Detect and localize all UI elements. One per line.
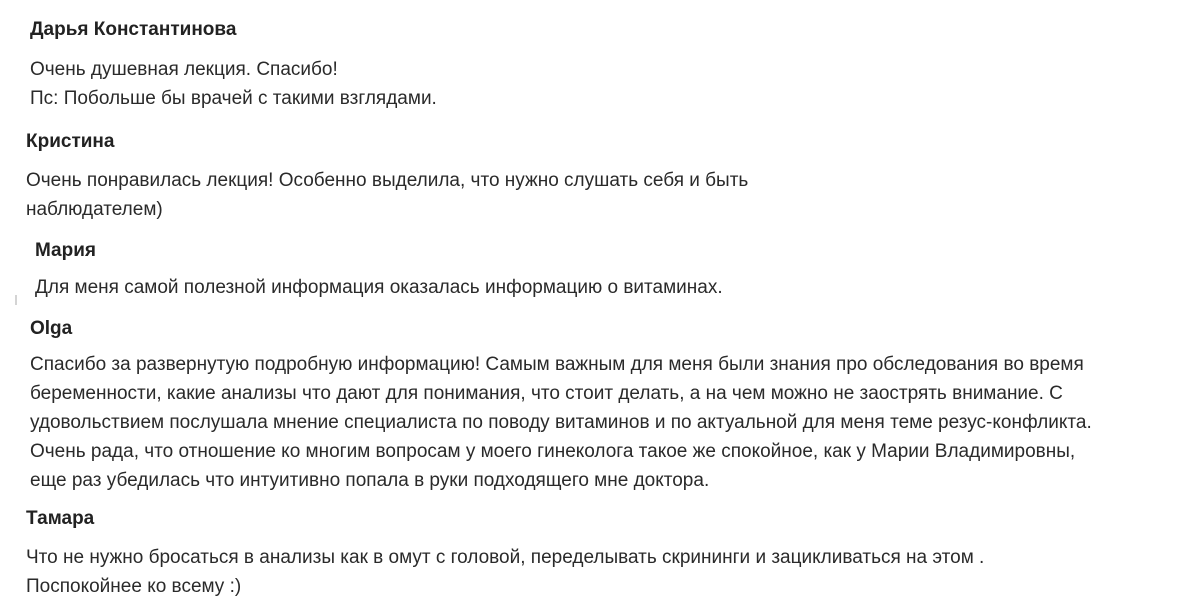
review-text-line: удовольствием послушала мнение специалиста по поводу витаминов и по актуальной для меня теме резус-конфликта. [30, 412, 1092, 433]
review-text [30, 55, 1170, 113]
review-author: Тамара [26, 508, 95, 529]
review-author: Дарья Константинова [30, 19, 237, 40]
review-item [0, 130, 1170, 224]
review-text-line: Спасибо за развернутую подробную информацию! Самым важным для меня были знания про обследования во время [30, 354, 1084, 375]
review-text-line: наблюдателем) [26, 199, 163, 220]
review-text-line: Очень понравилась лекция! Особенно выделила, что нужно слушать себя и быть [26, 170, 749, 191]
review-item [0, 317, 1170, 495]
review-author: Olga [30, 318, 73, 339]
review-item [0, 507, 1170, 601]
review-text [26, 166, 1170, 224]
review-text-line: Поспокойнее ко всему :) [26, 576, 242, 597]
divider [15, 295, 17, 305]
review-text-line: Пс: Побольше бы врачей с такими взглядами. [30, 88, 437, 109]
review-text-line: Для меня самой полезной информация оказалась информацию о витаминах. [35, 277, 723, 298]
review-text-line: Что не нужно бросаться в анализы как в омут с головой, переделывать скрининги и зацикливаться на этом . [26, 547, 985, 568]
review-text [35, 273, 1170, 302]
review-text-line: Очень рада, что отношение ко многим вопросам у моего гинеколога такое же спокойное, как у Марии Владимировны, [30, 441, 1076, 462]
review-author: Мария [35, 240, 96, 261]
review-text [30, 350, 1170, 495]
review-text [26, 543, 1170, 601]
review-author: Кристина [26, 131, 115, 152]
review-item [0, 18, 1170, 113]
review-text-line: беременности, какие анализы что дают для понимания, что стоит делать, а на чем можно не заострять внимание. С [30, 383, 1063, 404]
review-item [0, 239, 1170, 302]
review-text-line: Очень душевная лекция. Спасибо! [30, 59, 338, 80]
review-text-line: еще раз убедилась что интуитивно попала в руки подходящего мне доктора. [30, 470, 710, 491]
